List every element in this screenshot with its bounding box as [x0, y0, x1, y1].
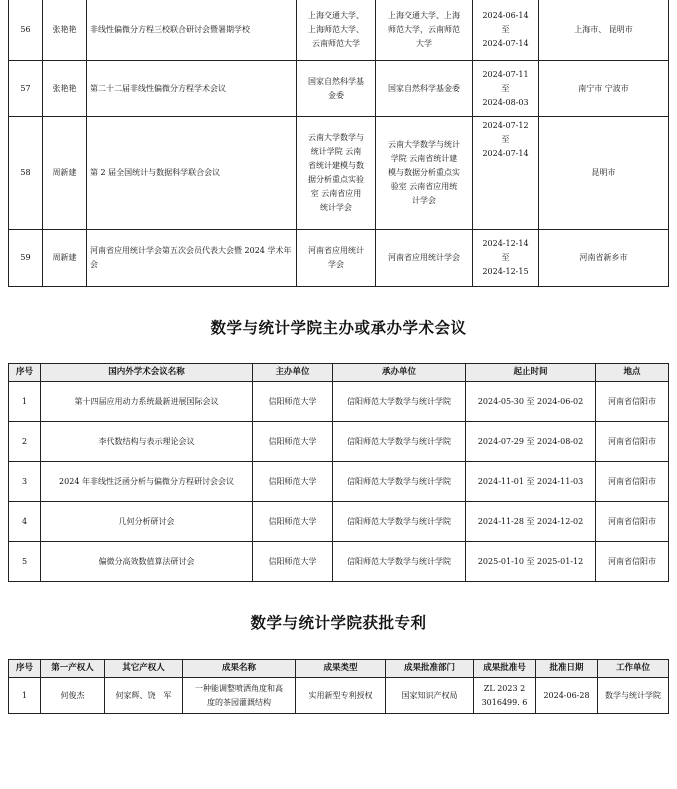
host-unit: 信阳师范大学 [253, 542, 333, 582]
table-row [9, 542, 669, 582]
row-number: 56 [9, 0, 43, 61]
host-unit: 信阳师范大学 [253, 382, 333, 422]
approval-dept: 国家知识产权局 [386, 678, 474, 714]
date-range: 2024-05-30 至 2024-06-02 [466, 382, 596, 422]
date-range: 2024-07-11 至 2024-08-03 [473, 61, 539, 117]
other-owners: 何家辉、饶 军 [105, 678, 183, 714]
location: 河南省信阳市 [596, 422, 669, 462]
organizer-unit: 云南大学数学与统计 学院 云南省统计建 模与数据分析重点实 验室 云南省应用统 计学会 [376, 117, 473, 230]
organizer-unit: 信阳师范大学数学与统计学院 [333, 462, 466, 502]
header-cell: 成果类型 [296, 660, 386, 678]
table-row [9, 230, 669, 287]
date-range: 2024-12-14 至 2024-12-15 [473, 230, 539, 287]
header-cell: 第一产权人 [41, 660, 105, 678]
header-cell: 地点 [596, 364, 669, 382]
conference-name: 河南省应用统计学会第五次会员代表大会暨 2024 学术年会 [87, 230, 297, 287]
host-unit: 河南省应用统计 学会 [297, 230, 376, 287]
header-cell: 其它产权人 [105, 660, 183, 678]
header-cell: 承办单位 [333, 364, 466, 382]
host-unit: 信阳师范大学 [253, 502, 333, 542]
table-row [9, 382, 669, 422]
patents-table [8, 659, 669, 714]
row-number: 2 [9, 422, 41, 462]
row-number: 58 [9, 117, 43, 230]
header-cell: 成果批准号 [474, 660, 536, 678]
conference-name: 李代数结构与表示理论会议 [41, 422, 253, 462]
header-cell: 成果名称 [183, 660, 296, 678]
date-range: 2024-07-29 至 2024-08-02 [466, 422, 596, 462]
conference-name: 第十四届应用动力系统最新进展国际会议 [41, 382, 253, 422]
hosted-conferences-table [8, 363, 669, 582]
host-unit: 云南大学数学与 统计学院 云南 省统计建模与数 据分析重点实验 室 云南省应用 统计学会 [297, 117, 376, 230]
organizer-unit: 信阳师范大学数学与统计学院 [333, 382, 466, 422]
host-unit: 信阳师范大学 [253, 462, 333, 502]
header-cell: 序号 [9, 660, 41, 678]
person-name: 周新建 [43, 230, 87, 287]
conference-name: 第 2 届全国统计与数据科学联合会议 [87, 117, 297, 230]
row-number: 5 [9, 542, 41, 582]
person-name: 张艳艳 [43, 61, 87, 117]
section-title-conferences: 数学与统计学院主办或承办学术会议 [210, 319, 467, 337]
row-number: 57 [9, 61, 43, 117]
location: 河南省信阳市 [596, 462, 669, 502]
first-owner: 何俊杰 [41, 678, 105, 714]
row-number: 4 [9, 502, 41, 542]
header-cell: 起止时间 [466, 364, 596, 382]
date-range: 2024-11-28 至 2024-12-02 [466, 502, 596, 542]
location: 河南省信阳市 [596, 542, 669, 582]
table-row [9, 678, 669, 714]
person-name: 周新建 [43, 117, 87, 230]
host-unit: 信阳师范大学 [253, 422, 333, 462]
table-row [9, 0, 669, 61]
header-cell: 国内外学术会议名称 [41, 364, 253, 382]
location: 河南省新乡市 [539, 230, 669, 287]
header-cell: 批准日期 [536, 660, 598, 678]
table-row [9, 61, 669, 117]
conference-table-continued [8, 0, 669, 287]
table-row [9, 422, 669, 462]
approval-date: 2024-06-28 [536, 678, 598, 714]
date-range: 2025-01-10 至 2025-01-12 [466, 542, 596, 582]
organizer-unit: 国家自然科学基金委 [376, 61, 473, 117]
header-cell: 工作单位 [598, 660, 669, 678]
organizer-unit: 信阳师范大学数学与统计学院 [333, 502, 466, 542]
person-name: 张艳艳 [43, 0, 87, 61]
table-header-row [9, 660, 669, 678]
date-range: 2024-11-01 至 2024-11-03 [466, 462, 596, 502]
conference-name: 第二十二届非线性偏微分方程学术会议 [87, 61, 297, 117]
table-row [9, 462, 669, 502]
row-number: 3 [9, 462, 41, 502]
table-header-row [9, 364, 669, 382]
approval-number: ZL 2023 2 3016499. 6 [474, 678, 536, 714]
row-number: 1 [9, 678, 41, 714]
conference-name: 偏微分高效数值算法研讨会 [41, 542, 253, 582]
organizer-unit: 河南省应用统计学会 [376, 230, 473, 287]
conference-name: 非线性偏微分方程三校联合研讨会暨暑期学校 [87, 0, 297, 61]
conference-name: 几何分析研讨会 [41, 502, 253, 542]
date-range: 2024-06-14 至 2024-07-14 [473, 0, 539, 61]
header-cell: 序号 [9, 364, 41, 382]
organizer-unit: 上海交通大学、上海 师范大学，云南师范 大学 [376, 0, 473, 61]
location: 河南省信阳市 [596, 382, 669, 422]
organizer-unit: 信阳师范大学数学与统计学院 [333, 422, 466, 462]
table-row [9, 502, 669, 542]
location: 南宁市 宁波市 [539, 61, 669, 117]
patent-type: 实用新型专利授权 [296, 678, 386, 714]
host-unit: 国家自然科学基 金委 [297, 61, 376, 117]
location: 上海市、 昆明市 [539, 0, 669, 61]
row-number: 59 [9, 230, 43, 287]
location: 昆明市 [539, 117, 669, 230]
row-number: 1 [9, 382, 41, 422]
organizer-unit: 信阳师范大学数学与统计学院 [333, 542, 466, 582]
conference-name: 2024 年非线性泛函分析与偏微分方程研讨会会议 [41, 462, 253, 502]
work-unit: 数学与统计学院 [598, 678, 669, 714]
patent-name: 一种能调整喷洒角度和高 度的茶园灌溉结构 [183, 678, 296, 714]
date-range: 2024-07-12 至 2024-07-14 [473, 117, 539, 230]
header-cell: 主办单位 [253, 364, 333, 382]
host-unit: 上海交通大学、 上海师范大学、 云南师范大学 [297, 0, 376, 61]
header-cell: 成果批准部门 [386, 660, 474, 678]
table-row [9, 117, 669, 230]
section-title-patents: 数学与统计学院获批专利 [250, 614, 427, 632]
location: 河南省信阳市 [596, 502, 669, 542]
